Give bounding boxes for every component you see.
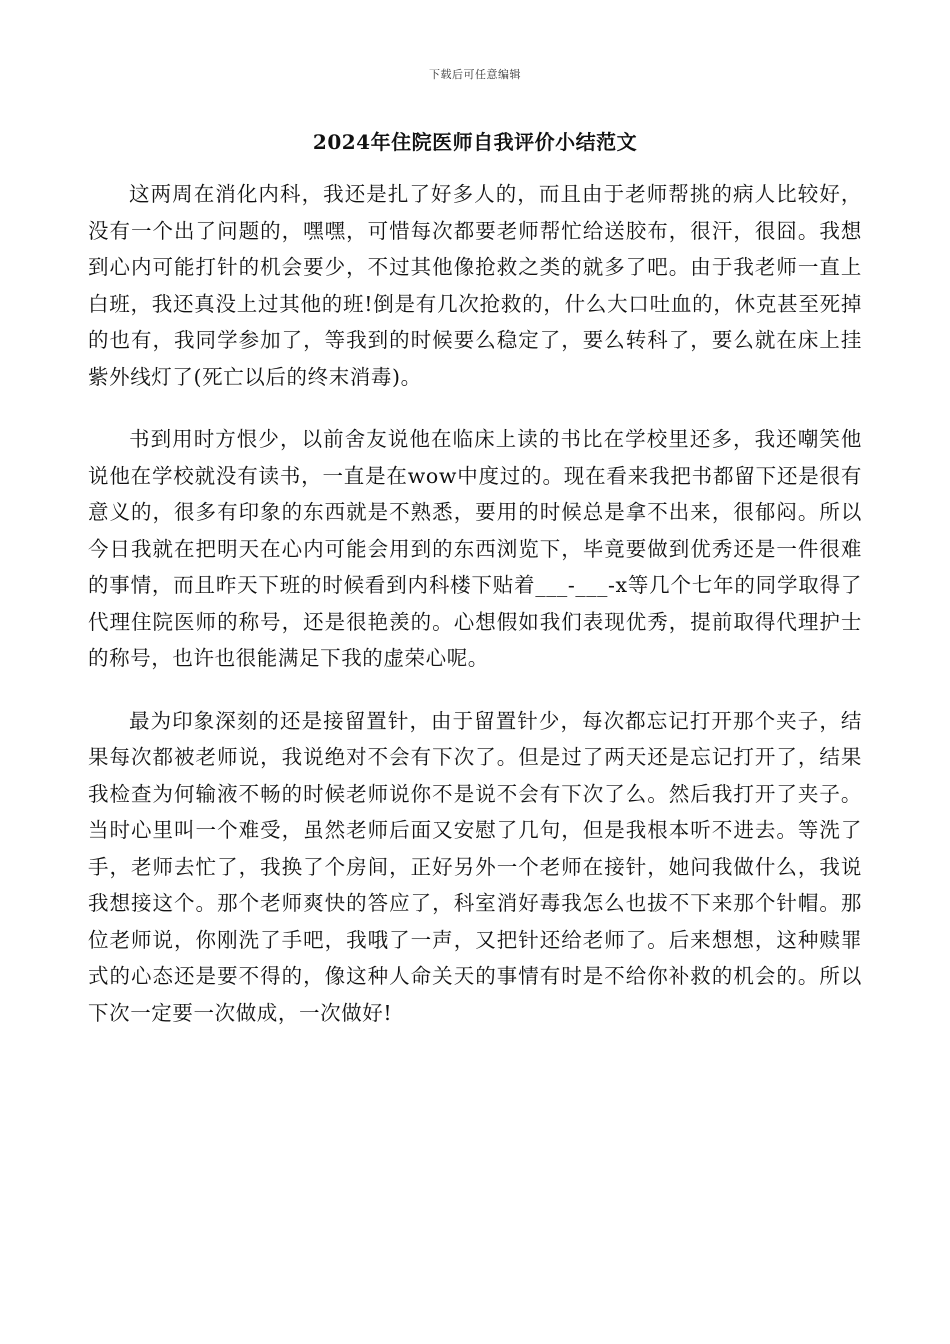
paragraph-2: 书到用时方恨少，以前舍友说他在临床上读的书比在学校里还多，我还嘲笑他说他在学校就没有读书，一直是在wow中度过的。现在看来我把书都留下还是很有意义的，很多有印象的东西就是不熟悉，要用的时候总是拿不出来，很郁闷。所以今日我就在把明天在心内可能会用到的东西浏览下，毕竟要做到优秀还是一件很难的事情，而且昨天下班的时候看到内科楼下贴着___-___-x等几个七年的同学取得了代理住院医师的称号，还是很艳羡的。心想假如我们表现优秀，提前取得代理护士的称号，也许也很能满足下我的虚荣心呢。 bbox=[88, 427, 862, 670]
paragraph-1: 这两周在消化内科，我还是扎了好多人的，而且由于老师帮挑的病人比较好，没有一个出了问题的，嘿嘿，可惜每次都要老师帮忙给送胶布，很汗，很囧。我想到心内可能打针的机会要少，不过其他像抢救之类的就多了吧。由于我老师一直上白班，我还真没上过其他的班!倒是有几次抢救的，什么大口吐血的，休克甚至死掉的也有，我同学参加了，等我到的时候要么稳定了，要么转科了，要么就在床上挂紫外线灯了(死亡以后的终末消毒)。 bbox=[88, 182, 862, 389]
document-body bbox=[88, 176, 862, 1057]
header-note: 下载后可任意编辑 bbox=[429, 68, 521, 81]
paragraph-3: 最为印象深刻的还是接留置针，由于留置针少，每次都忘记打开那个夹子，结果每次都被老师说，我说绝对不会有下次了。但是过了两天还是忘记打开了，结果我检查为何输液不畅的时候老师说你不是说不会有下次了么。然后我打开了夹子。当时心里叫一个难受，虽然老师后面又安慰了几句，但是我根本听不进去。等洗了手，老师去忙了，我换了个房间，正好另外一个老师在接针，她问我做什么，我说我想接这个。那个老师爽快的答应了，科室消好毒我怎么也拔不下来那个针帽。那位老师说，你刚洗了手吧，我哦了一声，又把针还给老师了。后来想想，这种赎罪式的心态还是要不得的，像这种人命关天的事情有时是不给你补救的机会的。所以下次一定要一次做成，一次做好! bbox=[88, 708, 862, 1025]
document-title: 2024年住院医师自我评价小结范文 bbox=[312, 130, 638, 154]
